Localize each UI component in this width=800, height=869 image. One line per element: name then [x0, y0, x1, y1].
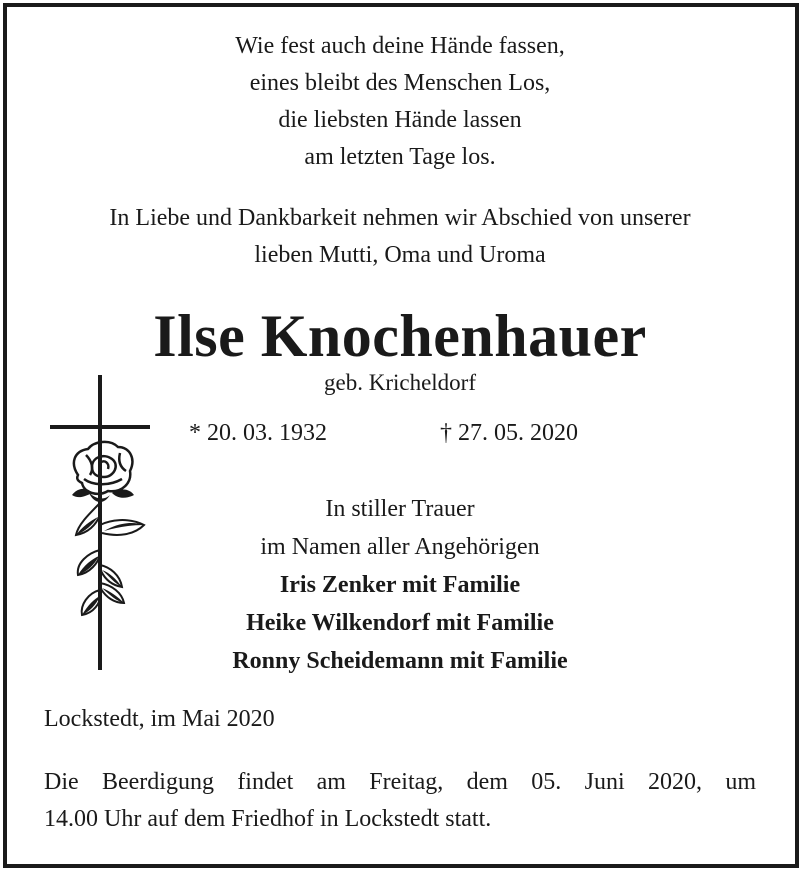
farewell-intro: [0, 200, 800, 274]
mourner-family: Ronny Scheidemann mit Familie: [232, 648, 568, 674]
funeral-line: Die Beerdigung findet am Freitag, dem 05. Juni 2020, um: [44, 769, 756, 795]
poem-line: eines bleibt des Menschen Los,: [249, 70, 551, 96]
poem: [0, 28, 800, 176]
mourning-line: In stiller Trauer: [325, 496, 475, 522]
funeral-notice: [44, 764, 756, 838]
mourning-line: im Namen aller Angehörigen: [260, 534, 540, 560]
birth-date: * 20. 03. 1932: [189, 420, 327, 446]
mourners-block: [100, 490, 700, 680]
death-date: † 27. 05. 2020: [440, 420, 578, 446]
funeral-line: 14.00 Uhr auf dem Friedhof in Lockstedt statt.: [44, 806, 492, 832]
deceased-name: Ilse Knochenhauer: [153, 303, 647, 369]
poem-line: Wie fest auch deine Hände fassen,: [235, 33, 565, 59]
mourner-family: Heike Wilkendorf mit Familie: [246, 610, 554, 636]
intro-line: In Liebe und Dankbarkeit nehmen wir Abschied von unserer: [109, 205, 691, 231]
mourner-family: Iris Zenker mit Familie: [279, 572, 521, 598]
place-and-date: Lockstedt, im Mai 2020: [44, 706, 275, 732]
poem-line: am letzten Tage los.: [304, 144, 496, 170]
maiden-name: geb. Kricheldorf: [324, 370, 476, 395]
intro-line: lieben Mutti, Oma und Uroma: [254, 242, 546, 268]
poem-line: die liebsten Hände lassen: [278, 107, 522, 133]
